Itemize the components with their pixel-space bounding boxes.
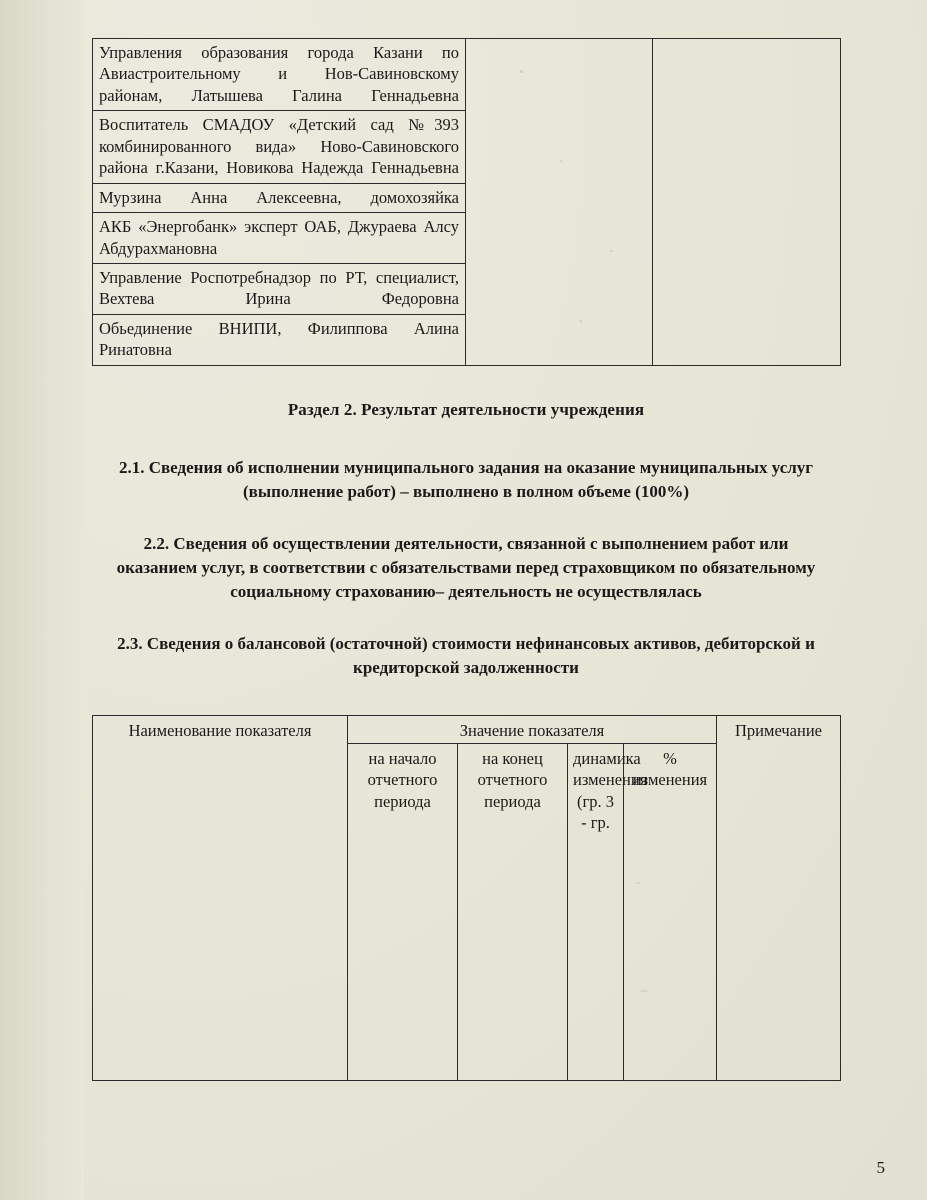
table-row — [93, 39, 841, 111]
column-header-value-group: Значение показателя — [348, 715, 717, 743]
member-cell — [93, 263, 466, 314]
page-left-edge-shadow — [0, 0, 84, 1200]
member-text: Управление Роспотребнадзор по РТ, специалист, Вехтева Ирина Федоровна — [99, 267, 459, 309]
page-content — [92, 38, 840, 1081]
table-row — [93, 213, 841, 264]
empty-cell — [653, 39, 841, 111]
empty-cell — [653, 263, 841, 314]
table-row — [93, 314, 841, 365]
member-text: Управления образования города Казани по Авиастроительному и Нов-Савиновскому районам, Латышева Галина Геннадьевна — [99, 43, 459, 105]
empty-cell — [466, 263, 653, 314]
section-title: Раздел 2. Результат деятельности учреждения — [287, 399, 645, 419]
member-cell — [93, 213, 466, 264]
empty-cell — [466, 213, 653, 264]
paragraph-2-1: 2.1. Сведения об исполнении муниципального задания на оказание муниципальных услуг (выполнение работ) – выполнено в полном объеме (100%) — [118, 457, 814, 501]
member-text: Мурзина Анна Алексеевна, домохозяйка — [99, 187, 459, 207]
table-header-row — [93, 715, 841, 743]
empty-cell — [653, 111, 841, 183]
empty-cell — [653, 314, 841, 365]
member-cell — [93, 111, 466, 183]
column-header-end: на конец отчетного периода — [458, 744, 568, 1081]
member-text: Воспитатель СМАДОУ «Детский сад №393 комбинированного вида» Ново-Савиновского района г.Казани, Новикова Надежда Геннадьевна — [99, 115, 459, 178]
column-header-dynamics: динамика изменения (гр. 3 - гр. — [568, 744, 624, 1081]
page-number: 5 — [876, 1158, 885, 1177]
member-cell — [93, 39, 466, 111]
paragraph-2-3: 2.3. Сведения о балансовой (остаточной) стоимости нефинансовых активов, дебиторской и кредиторской задолженности — [117, 634, 815, 678]
member-text: Обьединение ВНИПИ, Филиппова Алина Ринатовна — [99, 318, 459, 360]
empty-cell — [466, 111, 653, 183]
empty-cell — [466, 183, 653, 212]
member-text: АКБ «Энергобанк» эксперт ОАБ, Джураева Алсу Абдурахмановна — [99, 217, 459, 258]
table-row — [93, 183, 841, 212]
paragraph-2-2: 2.2. Сведения об осуществлении деятельности, связанной с выполнением работ или оказанием услуг, в соответствии с обязательствами перед страховщиком по обязательному социальному страхованию– деятельность не осуществлялась — [116, 533, 816, 602]
member-cell — [93, 314, 466, 365]
member-cell — [93, 183, 466, 212]
indicators-table — [92, 715, 841, 1081]
members-table — [92, 38, 841, 366]
column-header-begin: на начало отчетного периода — [348, 744, 458, 1081]
empty-cell — [653, 213, 841, 264]
table-row — [93, 111, 841, 183]
column-header-percent: % изменения — [624, 744, 717, 1081]
empty-cell — [466, 39, 653, 111]
empty-cell — [653, 183, 841, 212]
table-row — [93, 263, 841, 314]
empty-cell — [466, 314, 653, 365]
column-header-note: Примечание — [717, 715, 841, 1080]
column-header-name: Наименование показателя — [93, 715, 348, 1080]
